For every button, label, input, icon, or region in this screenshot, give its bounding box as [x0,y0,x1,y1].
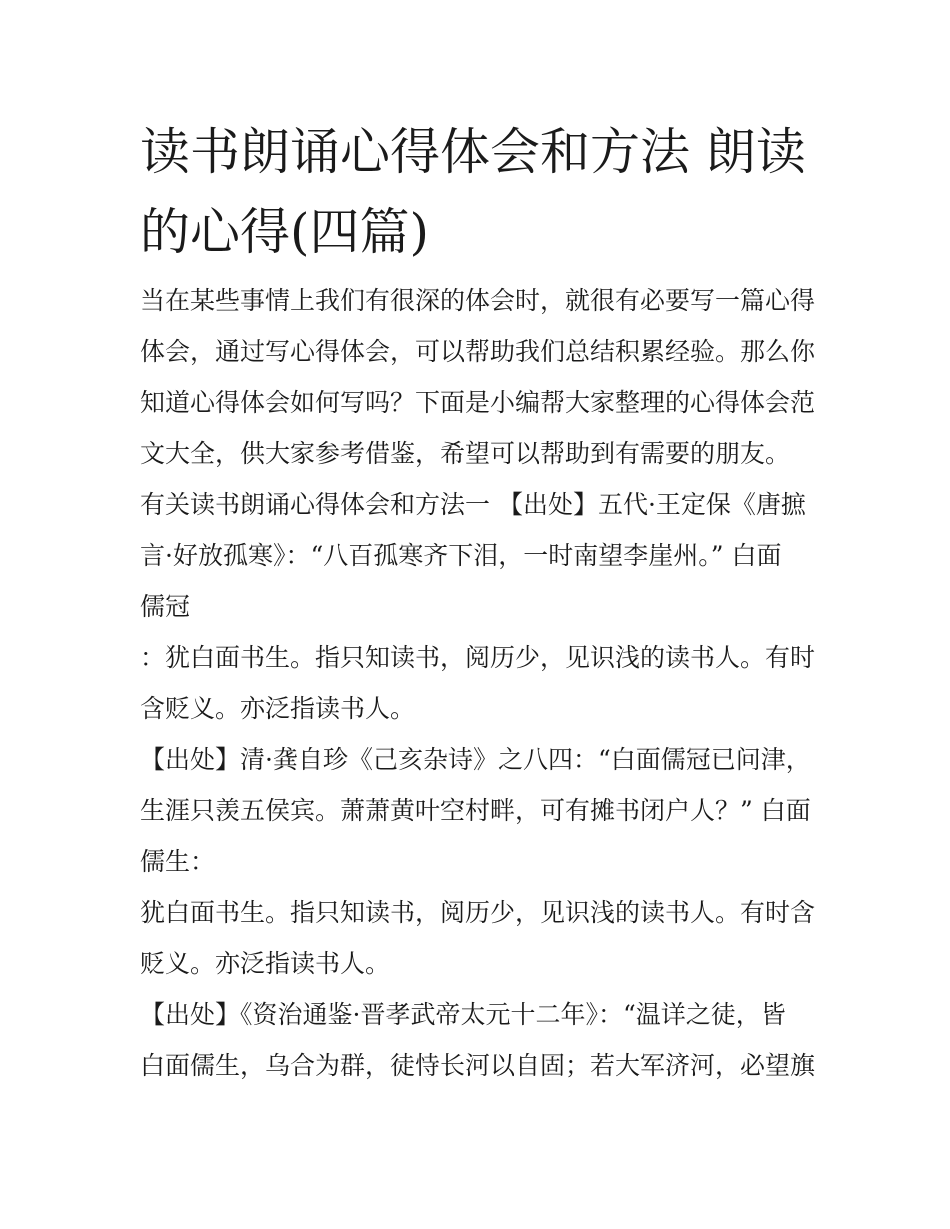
document-body [140,275,830,1091]
body-line: 儒生： [140,847,216,876]
title-line: 读书朗诵心得体会和方法 朗读 [140,123,806,181]
body-line: 犹白面书生。指只知读书，阅历少，见识浅的读书人。有时含 [140,898,816,927]
body-line: 体会，通过写心得体会，可以帮助我们总结积累经验。那么你 [140,337,816,366]
body-line: 生涯只羡五侯宾。萧萧黄叶空村畔，可有摊书闭户人？” 白面 [140,796,811,825]
body-line: 儒冠 [140,592,191,621]
body-line: 知道心得体会如何写吗？下面是小编帮大家整理的心得体会范 [140,388,816,417]
body-line: 【出处】《资治通鉴·晋孝武帝太元十二年》：“温详之徒，皆 [140,1000,786,1029]
body-line: ：犹白面书生。指只知读书，阅历少，见识浅的读书人。有时 [140,643,816,672]
body-line: 【出处】清·龚自珍《己亥杂诗》之八四：“白面儒冠已问津， [140,745,811,774]
body-line: 贬义。亦泛指读书人。 [140,949,391,978]
body-line: 有关读书朗诵心得体会和方法一 【出处】五代·王定保《唐摭 [140,490,806,519]
body-line: 言·好放孤寒》：“八百孤寒齐下泪，一时南望李崖州。” 白面 [140,541,782,570]
body-line: 当在某些事情上我们有很深的体会时，就很有必要写一篇心得 [140,286,816,315]
title-line: 的心得(四篇) [140,203,430,261]
body-line: 白面儒生，乌合为群，徒恃长河以自固；若大军济河，必望旗 [140,1051,816,1080]
body-line: 文大全，供大家参考借鉴，希望可以帮助到有需要的朋友。 [140,439,791,468]
body-line: 含贬义。亦泛指读书人。 [140,694,416,723]
document-title [140,112,830,272]
